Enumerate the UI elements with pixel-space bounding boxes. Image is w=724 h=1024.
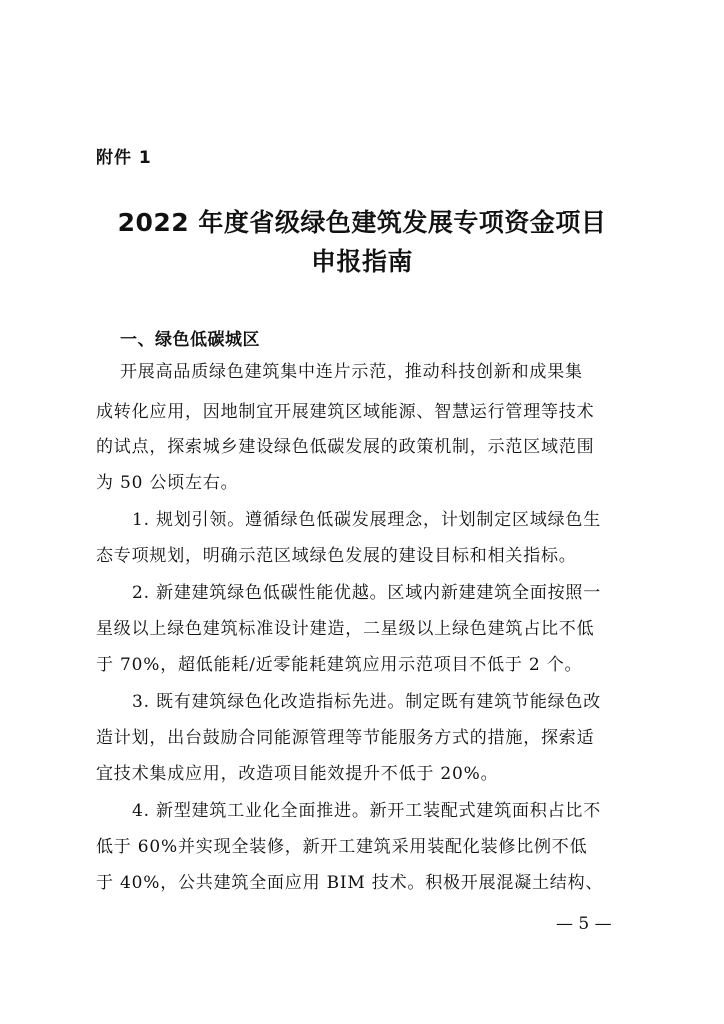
page-number: — 5 — <box>556 914 612 934</box>
body-line: 低于 60%并实现全装修，新开工建筑采用装配化装修比例不低 <box>96 837 588 857</box>
document-title-line-1: 2022 年度省级绿色建筑发展专项资金项目 <box>117 208 607 237</box>
body-line: 造计划，出台鼓励合同能源管理等节能服务方式的措施，探索适 <box>96 728 595 748</box>
body-line: 于 70%，超低能耗/近零能耗建筑应用示范项目不低于 2 个。 <box>96 655 583 675</box>
body-line: 为 50 公顷左右。 <box>96 473 239 493</box>
body-line: 2. 新建建筑绿色低碳性能优越。区域内新建建筑全面按照一 <box>132 583 602 603</box>
body-line: 星级以上绿色建筑标准设计建造，二星级以上绿色建筑占比不低 <box>96 619 595 639</box>
body-line: 态专项规划，明确示范区域绿色发展的建设目标和相关指标。 <box>96 546 577 566</box>
body-line: 3. 既有建筑绿色化改造指标先进。制定既有建筑节能绿色改 <box>132 692 602 712</box>
body-line: 4. 新型建筑工业化全面推进。新开工装配式建筑面积占比不 <box>132 801 602 821</box>
body-line: 宜技术集成应用，改造项目能效提升不低于 20%。 <box>96 764 499 784</box>
body-line: 1. 规划引领。遵循绿色低碳发展理念，计划制定区域绿色生 <box>132 510 602 530</box>
body-line: 开展高品质绿色建筑集中连片示范，推动科技创新和成果集 <box>120 362 583 382</box>
body-line: 于 40%，公共建筑全面应用 BIM 技术。积极开展混凝土结构、 <box>96 873 604 893</box>
attachment-label: 附件 1 <box>96 148 152 168</box>
document-title-line-2: 申报指南 <box>310 247 413 276</box>
body-line: 的试点，探索城乡建设绿色低碳发展的政策机制，示范区域范围 <box>96 437 595 457</box>
body-line: 成转化应用，因地制宜开展建筑区域能源、智慧运行管理等技术 <box>96 402 595 422</box>
section-heading: 一、绿色低碳城区 <box>120 330 260 350</box>
